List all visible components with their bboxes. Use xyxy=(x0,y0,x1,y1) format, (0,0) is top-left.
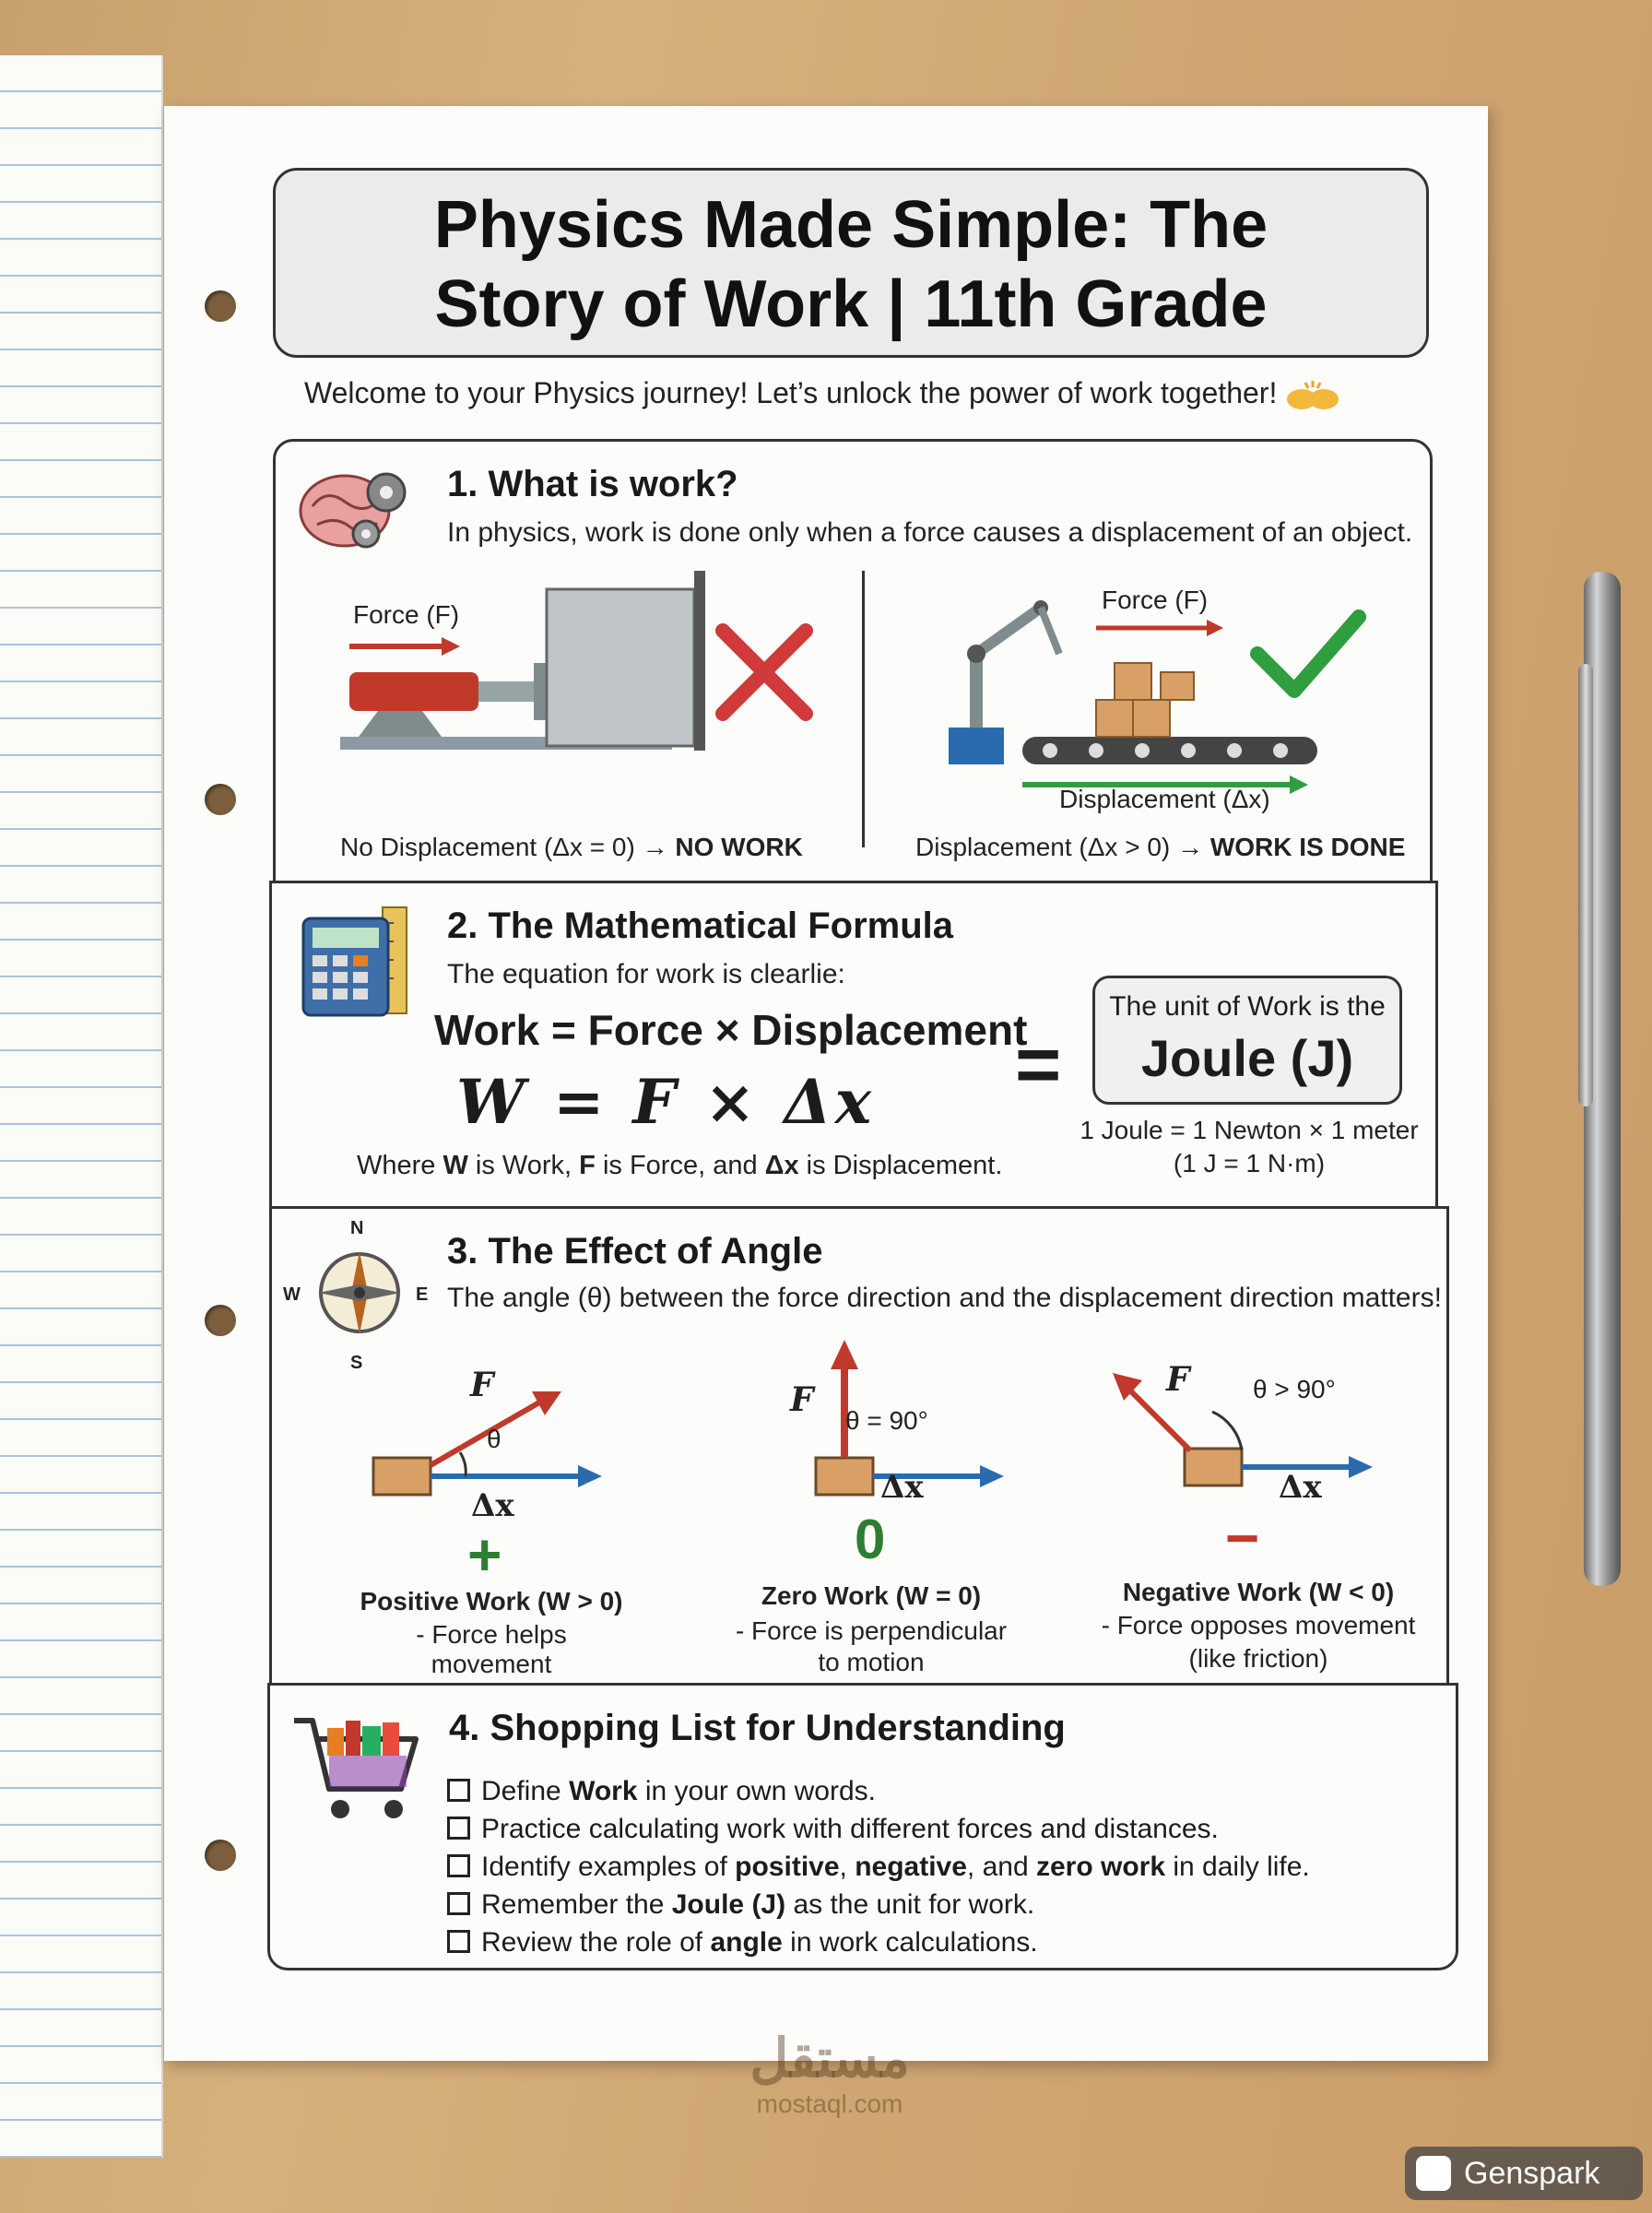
where-line xyxy=(357,1151,1002,1181)
compass-icon xyxy=(290,1224,429,1362)
item-text: Practice calculating work with different forces and distances. xyxy=(481,1814,1219,1844)
page-title xyxy=(276,185,1426,344)
punch-hole xyxy=(205,784,236,815)
pen-clip xyxy=(1578,664,1593,1106)
where-dx: Δx xyxy=(764,1151,799,1180)
section1-text: In physics, work is done only when a force causes a displacement of an object. xyxy=(447,517,1413,548)
case2-title: Zero Work (W = 0) xyxy=(761,1581,982,1610)
checklist-item[interactable] xyxy=(447,1848,1310,1886)
checklist xyxy=(447,1772,1310,1961)
title-line-1: Physics Made Simple: The xyxy=(433,188,1268,262)
checkbox[interactable] xyxy=(447,1779,470,1802)
left-caption-text: No Displacement (Δx = 0) → xyxy=(340,833,676,861)
item-text: in your own words. xyxy=(637,1776,876,1806)
case2-dx: Δx xyxy=(880,1469,924,1506)
unit-intro: The unit of Work is the xyxy=(1109,991,1386,1022)
formula-symbols: W = F × Δx xyxy=(456,1066,876,1138)
case3-f: F xyxy=(1166,1360,1190,1399)
watermark xyxy=(719,2027,940,2119)
checkbox[interactable] xyxy=(447,1817,470,1840)
welcome-text: Welcome to your Physics journey! Let’s unlock the power of work together! xyxy=(304,376,1278,409)
section2-heading: 2. The Mathematical Formula xyxy=(447,905,954,946)
checkmark-icon xyxy=(1244,598,1373,709)
where-w: W xyxy=(442,1151,468,1180)
checkbox[interactable] xyxy=(447,1930,470,1953)
case1-dx: Δx xyxy=(471,1487,514,1524)
punch-hole xyxy=(205,290,236,322)
unit-name: Joule (J) xyxy=(1140,1029,1354,1087)
item-bold: Work xyxy=(569,1776,638,1806)
formula-words: Work = Force × Displacement xyxy=(434,1006,1028,1054)
zero-sign: 0 xyxy=(855,1509,886,1570)
section3-text: The angle (θ) between the force direction and the displacement direction matters! xyxy=(447,1283,1442,1313)
title-line-2: Story of Work | 11th Grade xyxy=(434,267,1268,341)
item-bold: Joule (J) xyxy=(671,1889,786,1920)
case1-title: Positive Work (W > 0) xyxy=(360,1587,623,1615)
item-text: Define xyxy=(481,1776,570,1806)
sparkle-icon xyxy=(1416,2156,1451,2191)
section-shopping-list xyxy=(267,1683,1458,1970)
item-bold: positive xyxy=(735,1852,840,1882)
badge-label: Genspark xyxy=(1464,2156,1600,2191)
welcome-line xyxy=(304,376,1410,412)
left-force-label: Force (F) xyxy=(353,600,460,629)
checklist-item[interactable] xyxy=(447,1810,1310,1848)
compass-w: W xyxy=(283,1284,301,1305)
section1-heading: 1. What is work? xyxy=(447,464,738,504)
right-caption-text: Displacement (Δx > 0) → xyxy=(915,833,1210,861)
checkbox[interactable] xyxy=(447,1892,470,1915)
case2-desc2: to motion xyxy=(818,1648,925,1676)
work-done-label: WORK IS DONE xyxy=(1210,833,1406,861)
watermark-latin: mostaql.com xyxy=(756,2089,903,2118)
checklist-item[interactable] xyxy=(447,1772,1310,1810)
section4-heading: 4. Shopping List for Understanding xyxy=(449,1708,1066,1748)
where-mid2: is Force, and xyxy=(595,1151,765,1180)
no-work-label: NO WORK xyxy=(675,833,803,861)
case2-desc1: - Force is perpendicular xyxy=(735,1616,1008,1645)
unit-definition-2: (1 J = 1 N·m) xyxy=(1173,1149,1326,1178)
unit-definition: 1 Joule = 1 Newton × 1 meter xyxy=(1080,1116,1419,1144)
item-text: in daily life. xyxy=(1165,1852,1310,1882)
case3-title: Negative Work (W < 0) xyxy=(1122,1578,1395,1606)
negative-sign: − xyxy=(1225,1505,1260,1571)
equals-sign: = xyxy=(1015,1021,1062,1109)
item-text: as the unit for work. xyxy=(785,1889,1035,1920)
case1-theta: θ xyxy=(487,1425,502,1453)
where-end: is Displacement. xyxy=(798,1151,1003,1180)
punch-hole xyxy=(205,1305,236,1336)
right-force-label: Force (F) xyxy=(1102,586,1209,614)
section-angle xyxy=(269,1206,1449,1689)
item-text: Identify examples of xyxy=(481,1852,736,1882)
joule-unit-box xyxy=(1092,976,1402,1105)
item-text: Review the role of xyxy=(481,1927,711,1958)
calculator-ruler-icon xyxy=(298,900,418,1020)
case2-theta: θ = 90° xyxy=(845,1406,928,1435)
checkbox[interactable] xyxy=(447,1854,470,1877)
item-text: , and xyxy=(966,1852,1036,1882)
compass-s: S xyxy=(350,1353,363,1373)
item-text: , xyxy=(839,1852,856,1882)
checklist-item[interactable] xyxy=(447,1923,1310,1961)
compass-n: N xyxy=(350,1218,364,1238)
fist-bump-icon xyxy=(1285,379,1340,412)
section-formula xyxy=(269,881,1438,1213)
case3-desc1: - Force opposes movement xyxy=(1101,1611,1416,1639)
where-f: F xyxy=(579,1151,596,1180)
item-text: Remember the xyxy=(481,1889,672,1920)
case1-f: F xyxy=(470,1366,494,1404)
item-bold: zero work xyxy=(1035,1852,1166,1882)
shopping-cart-icon xyxy=(287,1708,425,1828)
item-bold: angle xyxy=(710,1927,783,1958)
item-bold: negative xyxy=(855,1852,967,1882)
right-displacement-label: Displacement (Δx) xyxy=(1059,785,1270,813)
punch-hole xyxy=(205,1840,236,1871)
checklist-item[interactable] xyxy=(447,1886,1310,1923)
case3-theta: θ > 90° xyxy=(1253,1375,1336,1403)
item-text: in work calculations. xyxy=(782,1927,1038,1958)
notebook-left xyxy=(0,55,163,2158)
case1-desc: - Force helps movement xyxy=(416,1620,567,1678)
positive-sign: + xyxy=(467,1521,502,1588)
where-mid1: is Work, xyxy=(467,1151,580,1180)
compass-e: E xyxy=(416,1284,429,1305)
where-prefix: Where xyxy=(357,1151,443,1180)
section-what-is-work xyxy=(273,439,1433,887)
case3-desc2: (like friction) xyxy=(1188,1644,1328,1673)
title-box xyxy=(273,168,1429,358)
section1-divider xyxy=(862,571,865,847)
section2-text: The equation for work is clearlie: xyxy=(447,959,845,989)
case3-dx: Δx xyxy=(1279,1469,1322,1506)
brain-gears-icon xyxy=(294,460,423,562)
section3-heading: 3. The Effect of Angle xyxy=(447,1231,823,1272)
cross-icon xyxy=(709,617,820,728)
watermark-arabic: مستقل xyxy=(749,2029,910,2089)
case2-f: F xyxy=(790,1380,814,1419)
left-caption xyxy=(340,833,803,862)
right-caption xyxy=(915,833,1405,862)
genspark-badge xyxy=(1405,2147,1643,2200)
